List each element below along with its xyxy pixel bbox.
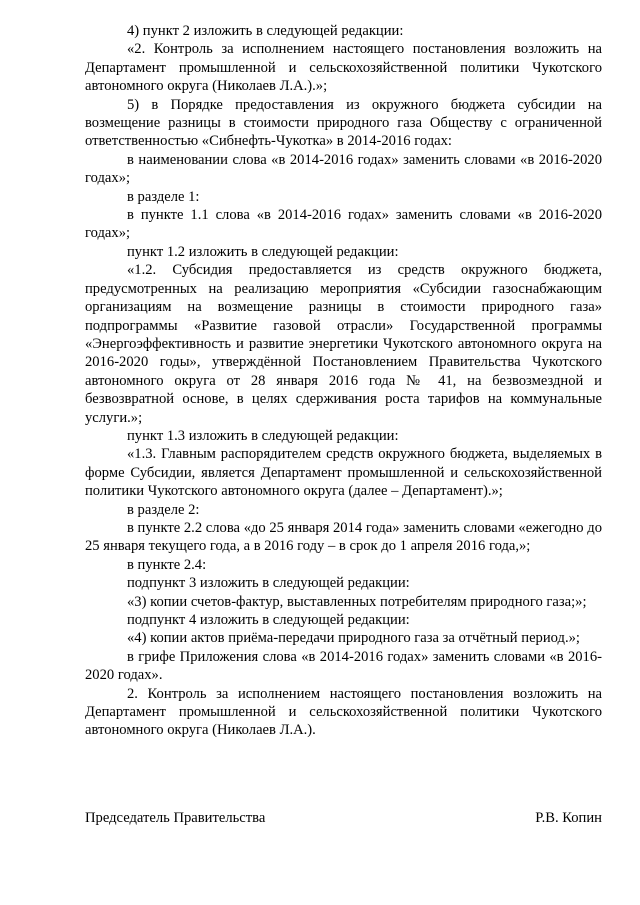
- paragraph-point-2-4: в пункте 2.4:: [127, 556, 207, 573]
- paragraph-point-1-3-text: «1.3. Главным распорядителем средств окружного бюджета, выделяемых в форме Субсидии, является Департамент промышленной и сельскохозяйственной политики Чукотского автономного округа (далее – Департамент).»;: [85, 446, 602, 500]
- paragraph-point-1-1: в пункте 1.1 слова «в 2014-2016 годах» заменить словами «в 2016-2020 годах»;: [85, 207, 602, 242]
- paragraph-appendix-change: в грифе Приложения слова «в 2014-2016 годах» заменить словами «в 2016-2020 годах».: [85, 648, 602, 684]
- paragraph-subpoint-4-text: «4) копии актов приёма-передачи природного газа за отчётный период.»;: [127, 630, 580, 647]
- paragraph-point-2-2: в пункте 2.2 слова «до 25 января 2014 года» заменить словами «ежегодно до 25 января текущего года, а в 2016 году – в срок до 1 апреля 2016 года,»;: [85, 519, 602, 555]
- paragraph-point-2-control: 2. Контроль за исполнением настоящего постановления возложить на Департамент промышленной и сельскохозяйственной политики Чукотского автономного округа (Николаев Л.А.).: [85, 685, 602, 739]
- signature-block: [85, 809, 602, 827]
- paragraph-point-1-3-intro: пункт 1.3 изложить в следующей редакции:: [127, 427, 399, 444]
- paragraph-item-4: 4) пункт 2 изложить в следующей редакции:: [127, 23, 404, 39]
- paragraph-subpoint-4-intro: подпункт 4 изложить в следующей редакции:: [127, 612, 410, 628]
- paragraph-point-1-2-intro: пункт 1.2 изложить в следующей редакции:: [127, 243, 399, 260]
- paragraph-subpoint-3-intro: подпункт 3 изложить в следующей редакции:: [127, 575, 410, 592]
- paragraph-section-1: в разделе 1:: [127, 188, 200, 205]
- signature-position: Председатель Правительства: [85, 810, 266, 826]
- paragraph-item-5: 5) в Порядке предоставления из окружного бюджета субсидии на возмещение разницы в стоимости природного газа Обществу с ограниченной ответственностью «Сибнефть-Чукотка» в 2014-2016 годах:: [85, 96, 602, 150]
- signature-name: Р.В. Копин: [535, 810, 602, 826]
- paragraph-title-change: в наименовании слова «в 2014-2016 годах» заменить словами «в 2016-2020 годах»;: [85, 151, 602, 187]
- paragraph-control-clause-quoted: «2. Контроль за исполнением настоящего постановления возложить на Департамент промышленной и сельскохозяйственной политики Чукотского автономного округа (Николаев Л.А.).»;: [85, 41, 602, 95]
- document-body: [85, 22, 602, 740]
- paragraph-section-2: в разделе 2:: [127, 501, 200, 518]
- paragraph-point-1-2-text: «1.2. Субсидия предоставляется из средств окружного бюджета, предусмотренных на реализацию мероприятия «Субсидии газоснабжающим организациям на возмещение разницы в стоимости природного газа» подпрограммы «Развитие газовой отрасли» Государственной программы «Энергоэффективность и развитие энергетики Чукотского автономного округа на 2016-2020 годы», утверждённой Постановлением Правительства Чукотского автономного округа от 28 января 2016 года № 41, на безвозмездной и безвозвратной основе, в целях сдерживания роста тарифов на коммунальные услуги.»;: [85, 262, 602, 426]
- paragraph-subpoint-3-text: «3) копии счетов-фактур, выставленных потребителям природного газа;»;: [127, 593, 587, 610]
